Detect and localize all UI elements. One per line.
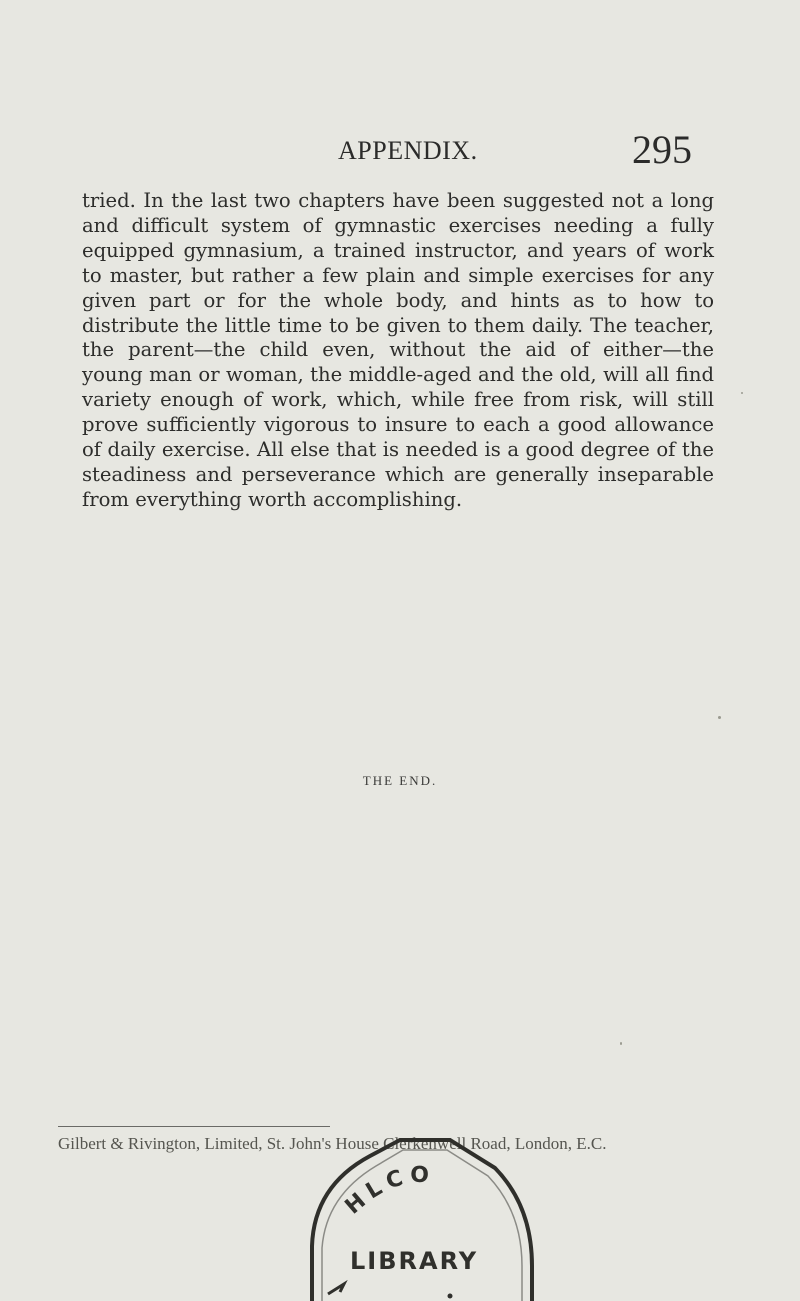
the-end-text: THE END. (362, 773, 438, 788)
printer-imprint: Gilbert & Rivington, Limited, St. John's House Clerkenwell Road, London, E.C. (58, 1134, 607, 1153)
paper-speck (620, 1042, 622, 1045)
paper-speck (741, 392, 743, 394)
running-title: APPENDIX. (338, 136, 478, 165)
imprint-rule (58, 1126, 330, 1127)
body-paragraph: tried. In the last two chapters have been suggested not a long and difficult system of gymnastic exercises needing a fully equipped gymnasium, a trained instructor, and years of work to master, but rather a few plain and simple exercises for any given part or for the whole body, and hints as to how to distribute the little time to be given to them daily. The teacher, the parent—the child even, without the aid of either—the young man or woman, the middle-aged and the old, will all find variety enough of work, which, while free from risk, will still prove sufficiently vigorous to insure to each a good allowance of daily exercise. All else that is needed is a good degree of the steadiness and perseverance which are generally inseparable from everything worth accomplishing. (82, 189, 714, 511)
stamp-library-label: LIBRARY (350, 1247, 479, 1275)
page-number: 295 (632, 127, 692, 172)
running-head (0, 126, 800, 172)
paper-speck (718, 716, 721, 719)
stamp-arc-text: HLCO (340, 1162, 436, 1220)
svg-text:HLCO (341, 1163, 436, 1220)
